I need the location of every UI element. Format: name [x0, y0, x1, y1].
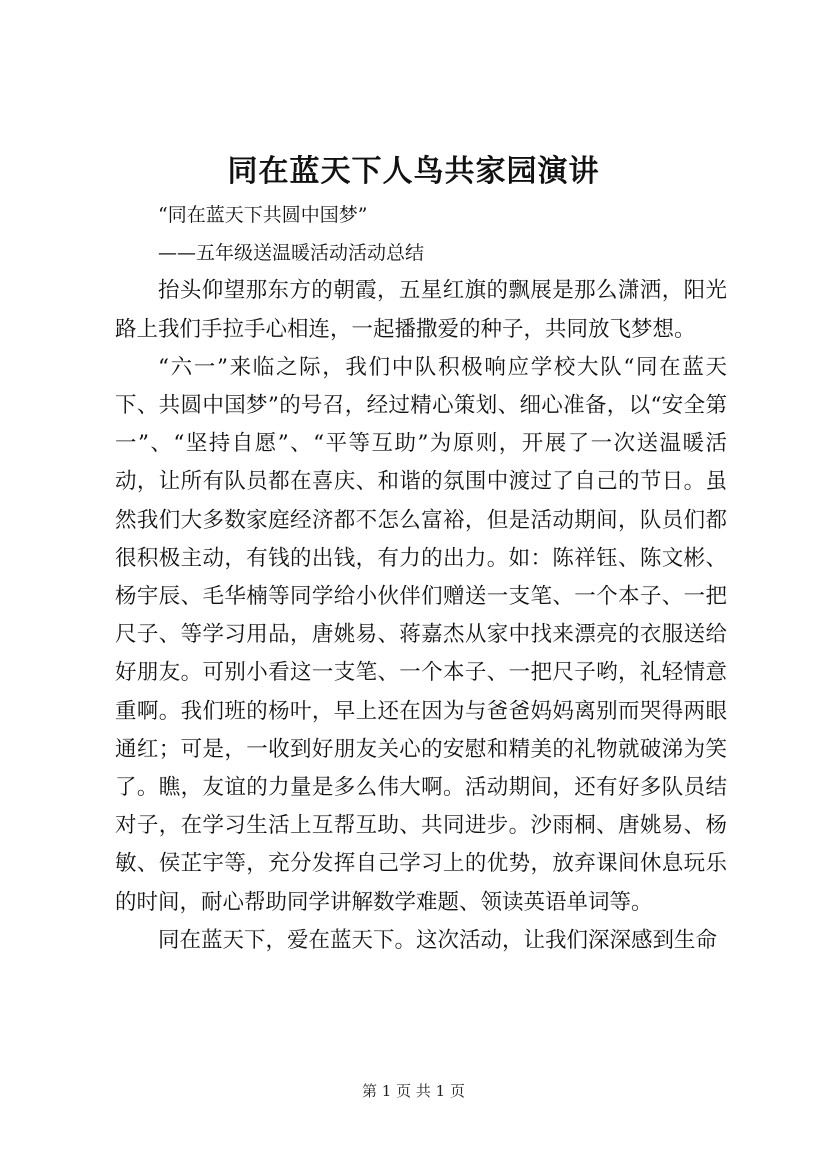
document-title: 同在蓝天下人鸟共家园演讲: [227, 154, 600, 189]
subtitle-quote: “同在蓝天下共圆中国梦”: [158, 204, 368, 226]
paragraph: 抬头仰望那东方的朝霞，五星红旗的飘展是那么潇洒，阳光路上我们手拉手心相连，一起播撒爱的种子，共同放飞梦想。: [115, 278, 727, 342]
paragraph: “六一”来临之际，我们中队积极响应学校大队“同在蓝天下、共圆中国梦”的号召，经过精心策划、细心准备，以“安全第一”、“坚持自愿”、“平等互助”为原则，开展了一次送温暖活动，让所有队员都在喜庆、和谐的氛围中渡过了自己的节日。虽然我们大多数家庭经济都不怎么富裕，但是活动期间，队员们都很积极主动，有钱的出钱，有力的出力。如：陈祥钰、陈文彬、杨宇辰、毛华楠等同学给小伙伴们赠送一支笔、一个本子、一把尺子、等学习用品，唐姚易、蒋嘉杰从家中找来漂亮的衣服送给好朋友。可别小看这一支笔、一个本子、一把尺子哟，礼轻情意重啊。我们班的杨叶，早上还在因为与爸爸妈妈离别而哭得两眼通红；可是，一收到好朋友关心的安慰和精美的礼物就破涕为笑了。瞧，友谊的力量是多么伟大啊。活动期间，还有好多队员结对子，在学习生活上互帮互助、共同进步。沙雨桐、唐姚易、杨敏、侯芷宇等，充分发挥自己学习上的优势，放弃课间休息玩乐的时间，耐心帮助同学讲解数学难题、领读英语单词等。: [115, 354, 727, 915]
page-footer: 第 1 页 共 1 页: [362, 1082, 465, 1100]
document-body: [115, 196, 727, 960]
paragraph: 同在蓝天下，爱在蓝天下。这次活动，让我们深深感到生命: [158, 927, 718, 953]
subtitle-summary: ——五年级送温暖活动活动总结: [158, 242, 425, 265]
